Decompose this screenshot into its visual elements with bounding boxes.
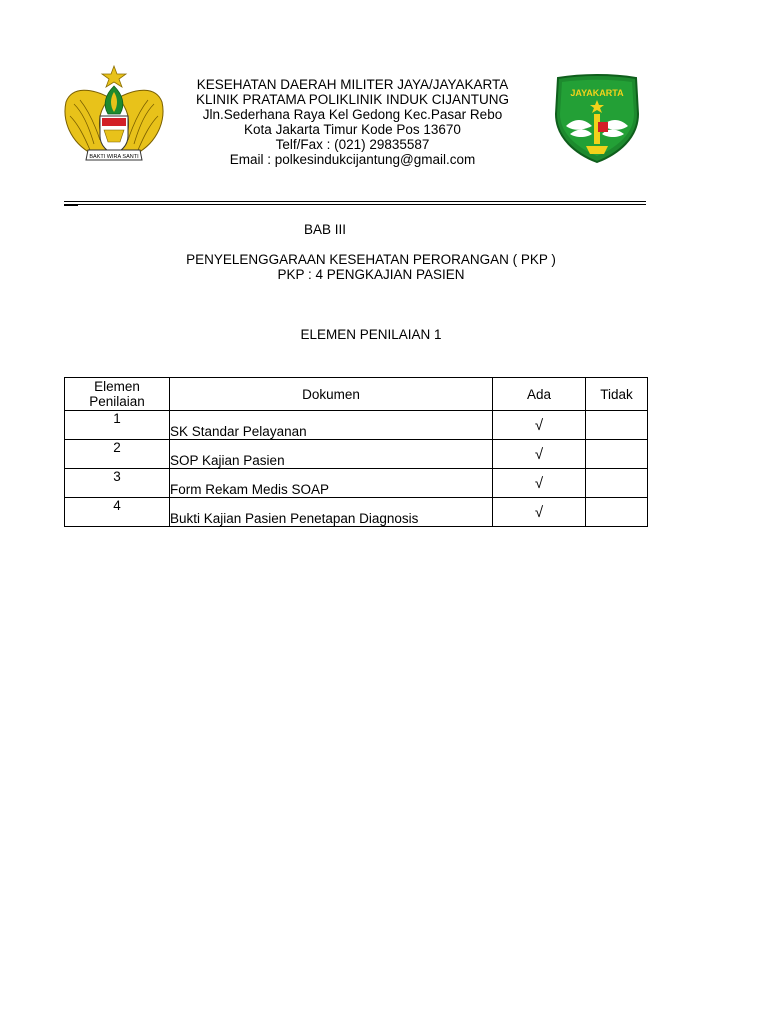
row-number: 3 [65,469,170,498]
header-line-3: Jln.Sederhana Raya Kel Gedong Kec.Pasar Rebo [202,107,503,122]
row-document: SOP Kajian Pasien [170,440,493,469]
header-ada: Ada [493,378,586,411]
header-tidak: Tidak [586,378,648,411]
letterhead [180,77,525,167]
row-number: 1 [65,411,170,440]
row-ada-check: √ [493,498,586,527]
row-ada-check: √ [493,469,586,498]
table-row [65,469,648,498]
row-document: Form Rekam Medis SOAP [170,469,493,498]
header-divider-accent [64,205,78,206]
table-row [65,411,648,440]
header-line-1: KESEHATAN DAERAH MILITER JAYA/JAYAKARTA [196,77,509,92]
chapter-heading: BAB III [303,222,347,237]
jayakarta-shield-icon [552,74,642,164]
row-document: SK Standar Pelayanan [170,411,493,440]
table-header-row [65,378,648,411]
header-divider-bottom [64,204,646,205]
header-line-6: Email : polkesindukcijantung@gmail.com [229,152,476,167]
header-divider-top [64,201,646,202]
header-line-2: KLINIK PRATAMA POLIKLINIK INDUK CIJANTUNG [195,92,510,107]
header-line-4: Kota Jakarta Timur Kode Pos 13670 [244,122,461,137]
row-number: 2 [65,440,170,469]
row-ada-check: √ [493,440,586,469]
motto-text: BAKTI WIRA SANTI [89,154,139,160]
title-line-1: PENYELENGGARAAN KESEHATAN PERORANGAN ( PKP ) [186,252,556,267]
row-ada-check: √ [493,411,586,440]
garuda-wing-emblem-icon [62,64,166,168]
row-tidak [586,469,648,498]
section-heading: ELEMEN PENILAIAN 1 [300,327,442,342]
row-tidak [586,440,648,469]
assessment-table [64,377,648,527]
header-elemen-penilaian: Elemen Penilaian [65,378,170,411]
row-tidak [586,411,648,440]
title-line-2: PKP : 4 PENGKAJIAN PASIEN [277,267,465,282]
row-tidak [586,498,648,527]
jayakarta-text: JAYAKARTA [570,88,624,98]
row-document: Bukti Kajian Pasien Penetapan Diagnosis [170,498,493,527]
table-row [65,440,648,469]
header-dokumen: Dokumen [170,378,493,411]
row-number: 4 [65,498,170,527]
table-row [65,498,648,527]
header-line-5: Telf/Fax : (021) 29835587 [275,137,430,152]
